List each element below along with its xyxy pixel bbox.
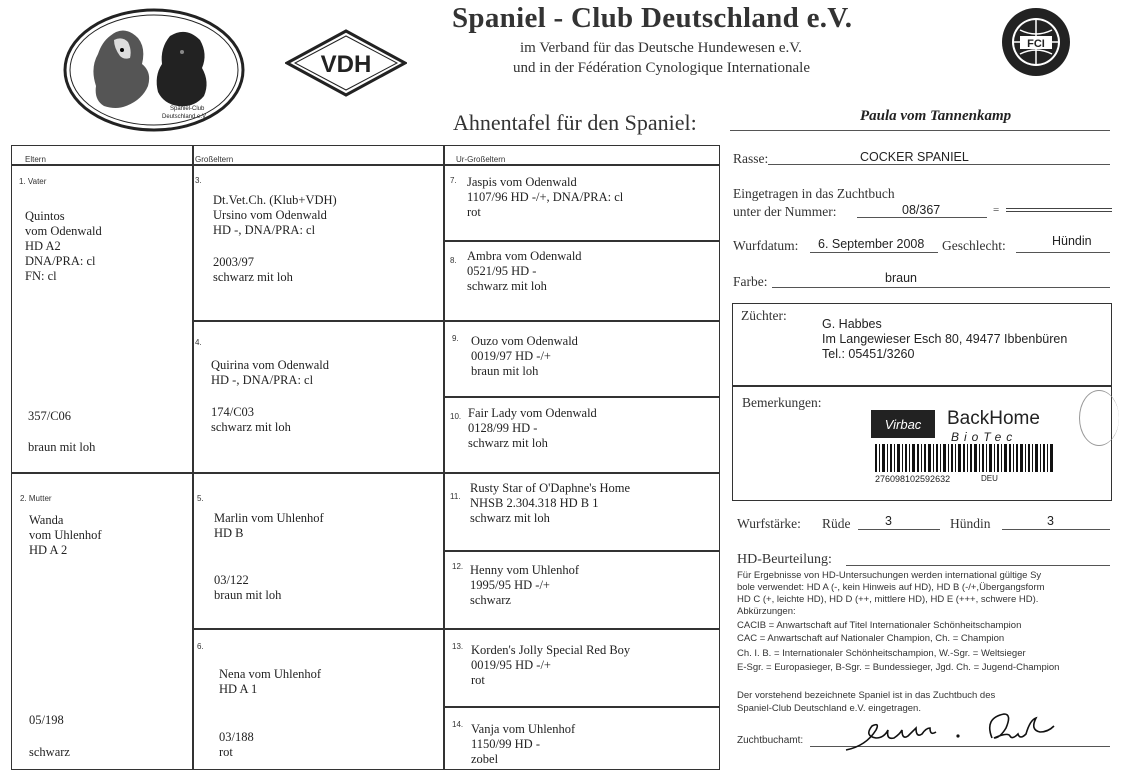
grandparent-number: 4.	[195, 338, 202, 347]
zuechter-line: G. Habbes	[822, 317, 882, 331]
great-grandparent-line: 1107/96 HD -/+, DNA/PRA: cl	[467, 190, 624, 204]
parent-mother-cell	[11, 472, 194, 770]
great-grandparent-line: 1995/95 HD -/+	[470, 578, 550, 592]
grandparent-cell	[192, 472, 445, 630]
geschlecht-value: Hündin	[1052, 234, 1092, 248]
sticker-code: 276098102592632	[875, 474, 951, 484]
hd-line: bole verwendet: HD A (-, kein Hinweis auf HD), HD B (-/+,Übergangsform	[737, 582, 1045, 593]
parent-line: HD A2	[25, 239, 61, 253]
great-grandparent-line: schwarz	[470, 593, 511, 607]
great-grandparent-line: schwarz mit loh	[470, 511, 550, 525]
wurfdatum-label: Wurfdatum:	[733, 238, 799, 253]
dog-name-line	[730, 130, 1110, 131]
great-grandparent-number: 12.	[452, 562, 464, 571]
great-grandparent-number: 8.	[450, 256, 457, 265]
grandparent-line: Ursino vom Odenwald	[213, 208, 327, 222]
parent-line: DNA/PRA: cl	[25, 254, 96, 268]
zuchtbuch-suffix: =	[993, 204, 1000, 216]
great-grandparent-line: NHSB 2.304.318 HD B 1	[470, 496, 599, 510]
club-title: Spaniel - Club Deutschland e.V.	[452, 2, 853, 34]
great-grandparent-line: Henny vom Uhlenhof	[470, 563, 580, 577]
great-grandparent-line: Vanja vom Uhlenhof	[471, 722, 576, 736]
wurfdatum-value: 6. September 2008	[818, 237, 925, 251]
zuechter-line: Im Langewieser Esch 80, 49477 Ibbenbüren	[822, 332, 1068, 346]
huendin-label: Hündin	[950, 516, 991, 531]
hd-line: E-Sgr. = Europasieger, B-Sgr. = Bundessieger, Jgd. Ch. = Jugend-Champion	[737, 662, 1060, 673]
great-grandparent-number: 10.	[450, 412, 462, 421]
parent-line: HD A 2	[29, 543, 68, 557]
great-grandparent-cell	[443, 320, 720, 398]
hd-line: CACIB = Anwartschaft auf Titel Internationaler Schönheitschampion	[737, 620, 1022, 631]
strikethrough-mark	[1006, 208, 1112, 212]
parent-line: FN: cl	[25, 269, 57, 283]
great-grandparent-line: rot	[471, 673, 485, 687]
col-header-grandparents-cell	[192, 145, 445, 166]
col-header-grandparents: Großeltern	[195, 155, 234, 164]
col-header-parents: Eltern	[25, 155, 46, 164]
hd-line: Für Ergebnisse von HD-Untersuchungen werden international gültige Sy	[737, 570, 1042, 581]
note-line: Der vorstehend bezeichnete Spaniel ist in das Zuchtbuch des	[737, 690, 996, 701]
great-grandparent-cell	[443, 396, 720, 474]
great-grandparent-line: Rusty Star of O'Daphne's Home	[470, 481, 631, 495]
grandparent-color: braun mit loh	[214, 588, 282, 602]
parent-reg: 357/C06	[28, 409, 72, 423]
parent-line: vom Odenwald	[25, 224, 102, 238]
parent-color: braun mit loh	[28, 440, 96, 454]
col-header-parents-cell	[11, 145, 194, 166]
vdh-text: VDH	[320, 51, 372, 78]
great-grandparent-cell	[443, 550, 720, 630]
great-grandparent-number: 13.	[452, 642, 464, 651]
grandparent-reg: 03/188	[219, 730, 254, 744]
club-subtitle-2: und in der Fédération Cynologique Internationale	[513, 60, 811, 76]
great-grandparent-line: Jaspis vom Odenwald	[467, 175, 577, 189]
great-grandparent-line: zobel	[471, 752, 499, 766]
grandparent-color: schwarz mit loh	[211, 420, 291, 434]
note-line: Spaniel-Club Deutschland e.V. eingetragen.	[737, 703, 921, 714]
great-grandparent-line: Fair Lady vom Odenwald	[468, 406, 597, 420]
zuechter-label: Züchter:	[741, 308, 787, 323]
great-grandparent-line: Korden's Jolly Special Red Boy	[471, 643, 631, 657]
zuchtbuchamt-label: Zuchtbuchamt:	[737, 735, 804, 746]
zuchtbuch-value: 08/367	[902, 203, 941, 217]
grandparent-line: HD A 1	[219, 682, 258, 696]
great-grandparent-number: 9.	[452, 334, 459, 343]
hd-line: Ch. I. B. = Internationaler Schönheitschampion, W.-Sgr. = Weltsieger	[737, 648, 1026, 659]
parent-number: 2. Mutter	[20, 494, 52, 503]
great-grandparent-line: 0521/95 HD -	[467, 264, 537, 278]
grandparent-line: HD -, DNA/PRA: cl	[211, 373, 314, 387]
grandparent-cell	[192, 320, 445, 474]
great-grandparent-cell	[443, 472, 720, 552]
hd-line: HD C (+, leichte HD), HD D (++, mittlere HD), HD E (+++, schwere HD).	[737, 594, 1039, 605]
bemerkungen-box	[732, 385, 1112, 501]
ruede-label: Rüde	[822, 516, 851, 531]
grandparent-number: 5.	[197, 494, 204, 503]
club-logo	[62, 6, 247, 134]
microchip-sticker	[871, 408, 1061, 484]
grandparent-cell	[192, 628, 445, 770]
grandparent-number: 6.	[197, 642, 204, 651]
pedigree-heading: Ahnentafel für den Spaniel:	[453, 110, 697, 135]
parent-number: 1. Vater	[19, 177, 47, 186]
parent-color: schwarz	[29, 745, 70, 759]
wurfstaerke-label: Wurfstärke:	[737, 516, 801, 531]
fci-text: FCI	[1027, 38, 1045, 50]
great-grandparent-line: 1150/99 HD -	[471, 737, 540, 751]
grandparent-color: rot	[219, 745, 233, 759]
logo-club-text-1: Spaniel-Club	[170, 106, 205, 112]
signature-icon	[842, 706, 1082, 756]
grandparent-reg: 03/122	[214, 573, 249, 587]
grandparent-cell	[192, 164, 445, 322]
dog-name: Paula vom Tannenkamp	[860, 108, 1012, 124]
barcode-icon	[875, 444, 1055, 472]
zuechter-box	[732, 303, 1112, 387]
great-grandparent-cell	[443, 164, 720, 242]
fci-logo	[1000, 6, 1072, 78]
zuchtbuch-label-1: Eingetragen in das Zuchtbuch	[733, 186, 895, 201]
huendin-value: 3	[1047, 514, 1054, 528]
virbac-logo: Virbac	[871, 410, 935, 438]
sticker-subtitle: BioTec	[951, 430, 1018, 444]
parent-line: Wanda	[29, 513, 64, 527]
great-grandparent-number: 7.	[450, 176, 457, 185]
great-grandparent-cell	[443, 706, 720, 770]
great-grandparent-line: schwarz mit loh	[468, 436, 548, 450]
grandparent-reg: 174/C03	[211, 405, 255, 419]
stamp-mark	[1079, 390, 1119, 446]
grandparent-line: Quirina vom Odenwald	[211, 358, 330, 372]
vdh-logo	[285, 29, 407, 97]
club-subtitle-1: im Verband für das Deutsche Hundewesen e.V.	[520, 40, 802, 56]
spaniel-dogs-icon	[62, 6, 247, 134]
great-grandparent-line: 0128/99 HD -	[468, 421, 538, 435]
great-grandparent-number: 11.	[450, 492, 461, 501]
logo-club-text-2: Deutschland e.V.	[162, 114, 208, 120]
zuechter-line: Tel.: 05451/3260	[822, 347, 915, 361]
col-header-great-grandparents: Ur-Großeltern	[456, 155, 506, 164]
great-grandparent-line: braun mit loh	[471, 364, 539, 378]
sticker-title: BackHome	[947, 408, 1040, 429]
grandparent-color: schwarz mit loh	[213, 270, 293, 284]
hd-line: CAC = Anwartschaft auf Nationaler Champion, Ch. = Champion	[737, 633, 1005, 644]
great-grandparent-line: 0019/95 HD -/+	[471, 658, 551, 672]
geschlecht-label: Geschlecht:	[942, 238, 1006, 253]
col-header-great-grandparents-cell	[443, 145, 720, 166]
grandparent-line: HD -, DNA/PRA: cl	[213, 223, 316, 237]
grandparent-line: Nena vom Uhlenhof	[219, 667, 322, 681]
farbe-label: Farbe:	[733, 274, 768, 289]
great-grandparent-line: Ouzo vom Odenwald	[471, 334, 578, 348]
rasse-label: Rasse:	[733, 151, 769, 166]
hd-heading: HD-Beurteilung:	[737, 552, 832, 567]
parent-father-cell	[11, 164, 194, 474]
ruede-value: 3	[885, 514, 892, 528]
farbe-value: braun	[885, 271, 917, 285]
great-grandparent-cell	[443, 628, 720, 708]
grandparent-line: Marlin vom Uhlenhof	[214, 511, 324, 525]
grandparent-line: Dt.Vet.Ch. (Klub+VDH)	[213, 193, 337, 207]
grandparent-line: HD B	[214, 526, 244, 540]
great-grandparent-line: rot	[467, 205, 481, 219]
great-grandparent-cell	[443, 240, 720, 322]
parent-line: Quintos	[25, 209, 65, 223]
zuchtbuch-label-2: unter der Nummer:	[733, 204, 837, 219]
great-grandparent-line: schwarz mit loh	[467, 279, 547, 293]
rasse-value: COCKER SPANIEL	[860, 150, 969, 164]
grandparent-number: 3.	[195, 176, 202, 185]
great-grandparent-line: Ambra vom Odenwald	[467, 249, 582, 263]
bemerkungen-label: Bemerkungen:	[742, 395, 822, 410]
parent-reg: 05/198	[29, 713, 64, 727]
grandparent-reg: 2003/97	[213, 255, 254, 269]
great-grandparent-line: 0019/97 HD -/+	[471, 349, 551, 363]
hd-line: Abkürzungen:	[737, 606, 796, 617]
great-grandparent-number: 14.	[452, 720, 464, 729]
sticker-suffix: DEU	[981, 474, 998, 483]
parent-line: vom Uhlenhof	[29, 528, 102, 542]
